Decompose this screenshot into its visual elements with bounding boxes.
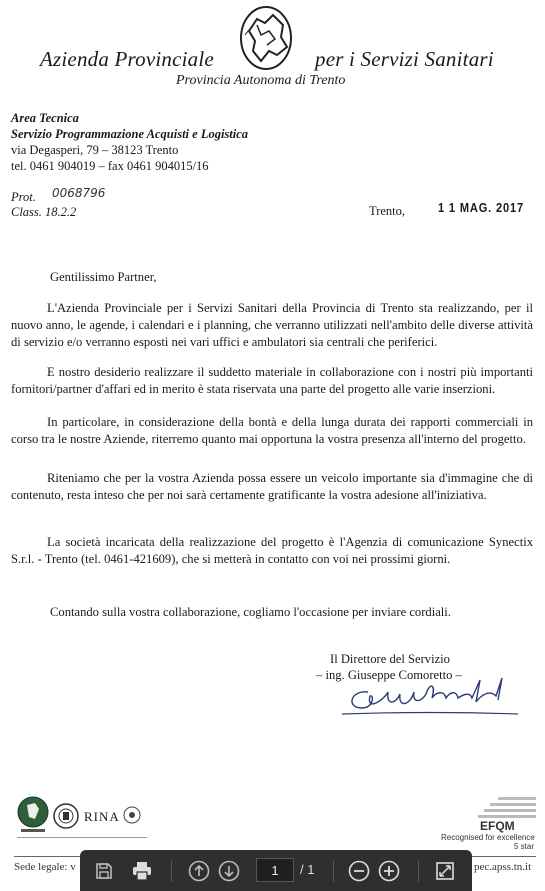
sender-area: Area Tecnica <box>11 111 79 125</box>
rina-seal-icon <box>53 803 79 829</box>
footer-sede-legale: Sede legale: v <box>14 861 76 873</box>
arrow-up-icon <box>188 860 210 882</box>
place-label: Trento, <box>369 204 406 218</box>
previous-page-button[interactable] <box>186 858 212 884</box>
save-icon <box>94 861 114 881</box>
org-name-left: Azienda Provinciale <box>40 47 214 71</box>
greeting: Gentilissimo Partner, <box>50 270 157 284</box>
next-page-button[interactable] <box>216 858 242 884</box>
signature-name: – ing. Giuseppe Comoretto – <box>316 668 462 682</box>
efqm-label: EFQM <box>480 819 515 833</box>
sender-block <box>11 110 248 174</box>
org-subtitle: Provincia Autonoma di Trento <box>176 73 346 88</box>
zoom-in-button[interactable] <box>376 858 402 884</box>
signature-title: Il Direttore del Servizio <box>330 652 450 666</box>
date-stamp: 1 1 MAG. 2017 <box>438 200 524 215</box>
efqm-stars: 5 star <box>514 842 535 851</box>
page-total: / 1 <box>300 862 315 877</box>
class-label: Class. 18.2.2 <box>11 205 77 219</box>
handwritten-signature <box>340 672 520 717</box>
efqm-recognised: Recognised for excellence <box>441 833 535 842</box>
footer-pec: pec.apss.tn.it <box>474 861 532 873</box>
paragraph-5: La società incaricata della realizzazione del progetto è l'Agenzia di comunicazione Synectix S.r.l. - Trento (tel. 0461-421609), che si metterà in contatto con voi nei prossimi giorni. <box>11 535 533 566</box>
paragraph-2: E nostro desiderio realizzare il suddetto materiale in collaborazione con i nostri più importanti fornitori/partner d'affari ed in merito è stata riservata una parte del progetto alle varie inserzioni. <box>11 365 533 396</box>
toolbar-divider <box>171 860 172 882</box>
prot-number: 0068796 <box>52 186 106 200</box>
paragraph-1: L'Azienda Provinciale per i Servizi Sanitari della Provincia di Trento sta realizzando, per il nuovo anno, le agende, i calendari e i planning, che verranno utilizzati nell'ambito delle diverse attività di servizio e/o verranno esposti nei vari uffici e ambulatori sia centrali che periferici. <box>11 301 533 349</box>
paragraph-3: In particolare, in considerazione della bontà e della lunga durata dei rapporti commerciali in corso tra le nostre Aziende, riterremo quanto mai opportuna la vostra presenza all'interno del progetto. <box>11 415 533 446</box>
rina-label: RINA <box>84 809 120 824</box>
zoom-out-button[interactable] <box>346 858 372 884</box>
org-name-right: per i Servizi Sanitari <box>315 47 494 71</box>
sender-service: Servizio Programmazione Acquisti e Logistica <box>11 127 249 141</box>
page-number-input[interactable]: 1 <box>256 858 294 882</box>
prot-label: Prot. <box>11 190 36 204</box>
closing: Contando sulla vostra collaborazione, cogliamo l'occasione per inviare cordiali. <box>50 605 451 619</box>
efqm-stripes <box>478 797 536 819</box>
sender-address: via Degasperi, 79 – 38123 Trento <box>11 143 179 157</box>
print-button[interactable] <box>129 858 155 884</box>
cert-fineprint-rule <box>17 837 147 838</box>
save-button[interactable] <box>91 858 117 884</box>
toolbar-divider <box>418 860 419 882</box>
pdf-toolbar <box>80 850 472 891</box>
accredia-logo <box>17 795 49 835</box>
plus-icon <box>378 860 400 882</box>
toolbar-divider <box>333 860 334 882</box>
arrow-down-icon <box>218 860 240 882</box>
fit-page-button[interactable] <box>432 858 458 884</box>
print-icon <box>131 861 153 881</box>
sender-phone: tel. 0461 904019 – fax 0461 904015/16 <box>11 159 209 173</box>
fit-page-icon <box>435 861 455 881</box>
minus-icon <box>348 860 370 882</box>
paragraph-4: Riteniamo che per la vostra Azienda possa essere un veicolo importante sia d'immagine che di contenuto, resta inteso che per noi sarà certamente gratificante la vostra adesione all'iniziativa. <box>11 471 533 502</box>
org-emblem <box>239 5 293 71</box>
cert-mark-icon <box>123 806 141 824</box>
